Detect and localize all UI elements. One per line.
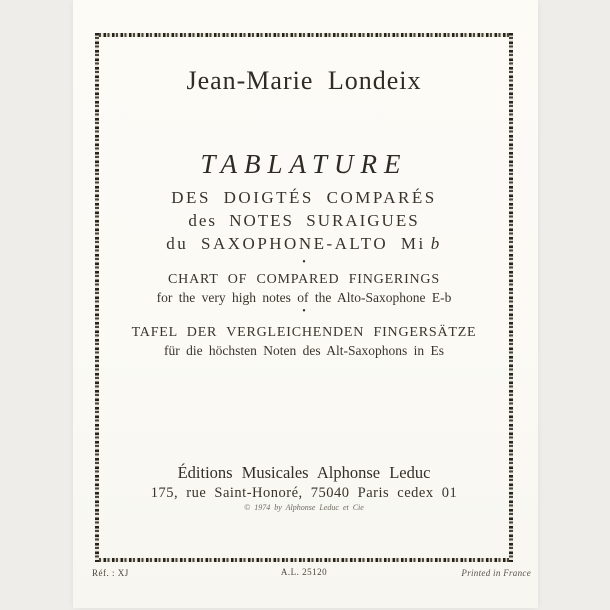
reference-code: Réf. : XJ [92, 568, 129, 578]
border-bottom [95, 558, 513, 562]
title-french-line1: DES DOIGTÉS COMPARÉS [171, 188, 437, 207]
title-french-line2: des NOTES SURAIGUES [188, 211, 420, 230]
author-name: Jean-Marie Londeix [186, 66, 422, 95]
title-french-line3 [95, 234, 513, 254]
english-title: CHART OF COMPARED FINGERINGS [168, 272, 440, 287]
title-main: TABLATURE [200, 149, 408, 179]
copyright-notice: © 1974 by Alphonse Leduc et Cie [244, 503, 364, 512]
separator-bullet: • [302, 306, 306, 317]
publisher-address: 175, rue Saint-Honoré, 75040 Paris cedex 01 [150, 485, 458, 501]
plate-number: A.L. 25120 [280, 567, 328, 577]
border-top [95, 33, 513, 37]
german-subtitle: für die höchsten Noten des Alt-Saxophons in Es [163, 343, 445, 358]
german-title: TAFEL DER VERGLEICHENDEN FINGERSÄTZE [131, 325, 477, 340]
separator-bullet: • [302, 257, 306, 268]
publisher-name: Éditions Musicales Alphonse Leduc [177, 463, 431, 482]
flat-symbol: b [430, 234, 442, 253]
printed-in-france-note: Printed in France [461, 568, 531, 578]
english-subtitle: for the very high notes of the Alto-Saxophone E-b [156, 290, 452, 305]
title-french-line3-text: du SAXOPHONE-ALTO Mi [166, 234, 426, 253]
